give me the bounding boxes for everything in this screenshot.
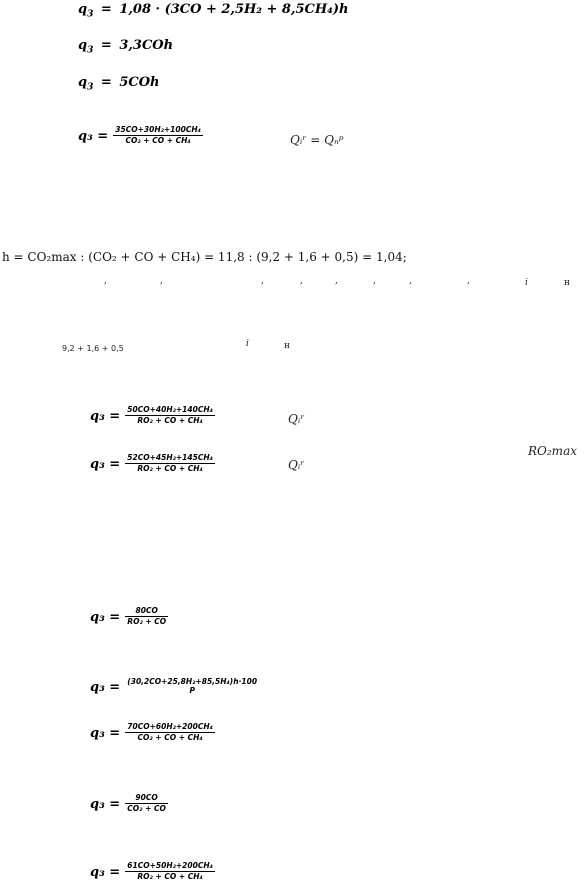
equation-11: q₃ = $\frac{\text{61CO+50H₂+200CH₄}}{\text{RO₂ + CO + CH₄}}$ bbox=[90, 861, 213, 881]
equation-4-fraction: $\frac{\text{35CO+30H₂+100CH₄}}{\text{CO₂ + CO + CH₄}}$ bbox=[115, 125, 201, 145]
equation-6-side-condition: Qᵢʳ bbox=[288, 458, 305, 472]
h-line-mark: н bbox=[564, 278, 570, 288]
equation-3-rhs: 5COh bbox=[119, 75, 160, 90]
equation-5: q₃ = $\frac{\text{50CO+40H₂+140CH₄}}{\text{RO₂ + CO + CH₄}}$ bbox=[90, 405, 213, 425]
equation-3: $q_3 = 5COh$ bbox=[78, 75, 160, 93]
h-line-mark: , bbox=[160, 276, 163, 286]
h-line-mark: , bbox=[300, 276, 303, 286]
equation-9: q₃ = $\frac{\text{70CO+60H₂+200CH₄}}{\text{CO₂ + CO + CH₄}}$ bbox=[90, 722, 213, 742]
equation-4-lhs: q₃ = bbox=[78, 129, 109, 144]
equation-7: q₃ = $\frac{80CO}{\text{RO₂ + CO}}$ bbox=[90, 606, 167, 626]
equation-8: q₃ = (30,2CO+25,8H₂+85,5H₄)h·100 P bbox=[90, 676, 258, 695]
h-line-mark: , bbox=[373, 276, 376, 286]
equation-6-fraction: $\frac{\text{52CO+45H₂+145CH₄}}{\text{RO₂ + CO + CH₄}}$ bbox=[127, 453, 213, 473]
equation-5-fraction: $\frac{\text{50CO+40H₂+140CH₄}}{\text{RO₂ + CO + CH₄}}$ bbox=[127, 405, 213, 425]
equation-8-fraction: (30,2CO+25,8H₂+85,5H₄)h·100 P bbox=[127, 676, 258, 695]
equation-2: $q_3 = 3,3COh$ bbox=[78, 38, 174, 56]
h-line-mark: i bbox=[525, 278, 528, 288]
equation-1-lhs: $q_3$ bbox=[78, 2, 94, 20]
equation-11-fraction: $\frac{\text{61CO+50H₂+200CH₄}}{\text{RO₂ + CO + CH₄}}$ bbox=[127, 861, 213, 881]
h-line-mark: , bbox=[104, 276, 107, 286]
equation-9-fraction: $\frac{\text{70CO+60H₂+200CH₄}}{\text{CO₂ + CO + CH₄}}$ bbox=[127, 722, 213, 742]
equation-10: q₃ = $\frac{90CO}{\text{CO₂ + CO}}$ bbox=[90, 793, 166, 813]
sum-mark: н bbox=[284, 341, 290, 351]
ro2max-label: RO₂max bbox=[528, 444, 577, 458]
equation-7-fraction: $\frac{80CO}{\text{RO₂ + CO}}$ bbox=[127, 606, 167, 626]
equation-1-rhs: 1,08 · (3CO + 2,5H₂ + 8,5CH₄)h bbox=[119, 2, 349, 17]
h-ratio-line: h = CO₂max : (CO₂ + CO + CH₄) = 11,8 : (9,2 + 1,6 + 0,5) = 1,04; bbox=[2, 250, 407, 264]
equation-4 bbox=[78, 125, 203, 145]
equation-5-side-condition: Qᵢʳ bbox=[288, 412, 305, 426]
h-line-mark: , bbox=[467, 276, 470, 286]
equation-10-fraction: $\frac{90CO}{\text{CO₂ + CO}}$ bbox=[127, 793, 166, 813]
equation-2-rhs: 3,3COh bbox=[119, 38, 174, 53]
h-line-mark: , bbox=[335, 276, 338, 286]
sum-mark: i bbox=[246, 339, 249, 349]
h-line-mark: , bbox=[409, 276, 412, 286]
equation-4-side-condition: Qᵢʳ = Qₙᵖ bbox=[290, 133, 344, 147]
equation-6: q₃ = $\frac{\text{52CO+45H₂+145CH₄}}{\text{RO₂ + CO + CH₄}}$ bbox=[90, 453, 213, 473]
equation-1: $q_3 = 1,08 \cdot (3CO + 2,5H_2 + 8,5CH_4)h$ bbox=[78, 2, 349, 20]
sum-expression: 9,2 + 1,6 + 0,5 bbox=[62, 344, 124, 353]
h-line-mark: , bbox=[261, 276, 264, 286]
